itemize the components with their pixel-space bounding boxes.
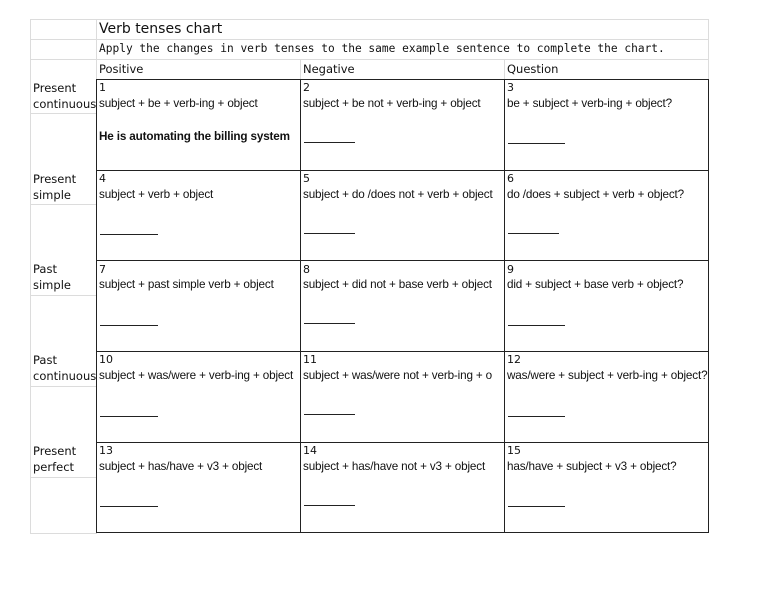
cell-number: 10 [99, 353, 113, 366]
row-label-present-continuous-1: Present [33, 81, 77, 95]
cell-number: 14 [303, 444, 317, 457]
answer-blank[interactable] [508, 233, 559, 234]
answer-blank[interactable] [100, 506, 158, 507]
example-sentence: He is automating the billing system [99, 130, 290, 143]
answer-blank[interactable] [304, 142, 355, 143]
row-label-present-perfect-2: perfect [33, 460, 75, 474]
row-label-present-continuous-2: continuous [33, 97, 97, 111]
cell-formula: subject + be not + verb-ing + object [303, 97, 481, 110]
cell-formula: subject + has/have not + v3 + object [303, 460, 486, 473]
cell-formula: subject + did not + base verb + object [303, 278, 492, 291]
cell-formula: subject + was/were not + verb-ing + o [303, 369, 493, 382]
answer-blank[interactable] [508, 325, 565, 326]
answer-blank[interactable] [304, 414, 355, 415]
answer-blank[interactable] [508, 143, 565, 144]
chart-title: Verb tenses chart [99, 21, 223, 37]
cell-number: 11 [303, 353, 317, 366]
column-header-negative: Negative [303, 62, 355, 76]
cell-formula: did + subject + base verb + object? [507, 278, 684, 291]
answer-blank[interactable] [508, 416, 565, 417]
cell-formula: subject + has/have + v3 + object [99, 460, 263, 473]
cell-number: 1 [99, 81, 106, 94]
answer-blank[interactable] [304, 505, 355, 506]
answer-blank[interactable] [100, 234, 158, 235]
cell-formula: subject + was/were + verb-ing + object [99, 369, 294, 382]
cell-formula: subject + do /does not + verb + object [303, 188, 493, 201]
row-label-past-continuous-2: continuous [33, 369, 97, 383]
cell-number: 2 [303, 81, 310, 94]
cell-number: 5 [303, 172, 310, 185]
cell-formula: was/were + subject + verb-ing + object? [507, 369, 708, 382]
answer-blank[interactable] [304, 323, 355, 324]
cell-number: 7 [99, 263, 106, 276]
row-label-past-simple-2: simple [33, 278, 71, 292]
row-label-present-simple-1: Present [33, 172, 77, 186]
cell-formula: do /does + subject + verb + object? [507, 188, 685, 201]
cell-formula: has/have + subject + v3 + object? [507, 460, 677, 473]
cell-formula: be + subject + verb-ing + object? [507, 97, 672, 110]
row-label-past-continuous-1: Past [33, 353, 57, 367]
column-header-question: Question [507, 62, 559, 76]
instructions: Apply the changes in verb tenses to the same example sentence to complete the chart. [99, 42, 665, 55]
cell-number: 15 [507, 444, 521, 457]
cell-number: 13 [99, 444, 113, 457]
answer-blank[interactable] [100, 416, 158, 417]
cell-formula: subject + verb + object [99, 188, 214, 201]
answer-blank[interactable] [508, 506, 565, 507]
cell-formula: subject + be + verb-ing + object [99, 97, 258, 110]
cell-number: 4 [99, 172, 106, 185]
row-label-present-perfect-1: Present [33, 444, 77, 458]
cell-number: 8 [303, 263, 310, 276]
cell-number: 9 [507, 263, 514, 276]
column-header-positive: Positive [99, 62, 144, 76]
cell-number: 3 [507, 81, 514, 94]
answer-blank[interactable] [304, 233, 355, 234]
cell-number: 6 [507, 172, 514, 185]
row-label-present-simple-2: simple [33, 188, 71, 202]
row-label-past-simple-1: Past [33, 262, 57, 276]
cell-number: 12 [507, 353, 521, 366]
cell-formula: subject + past simple verb + object [99, 278, 274, 291]
answer-blank[interactable] [100, 325, 158, 326]
